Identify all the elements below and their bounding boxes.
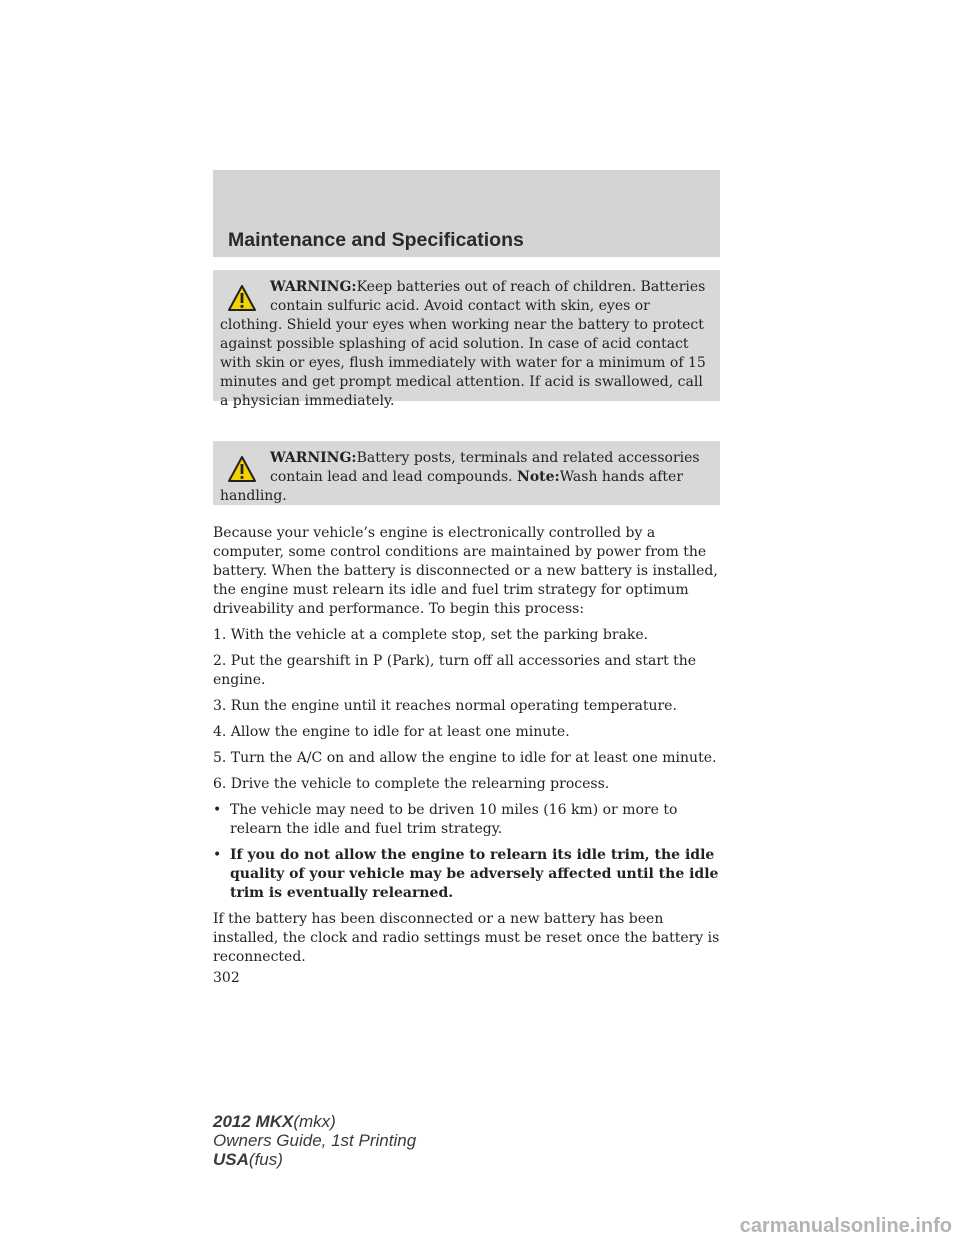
- step-item: 3. Run the engine until it reaches normal operating temperature.: [213, 698, 677, 714]
- footer-line: Owners Guide, 1st Printing: [213, 1131, 417, 1150]
- bullet-item: [213, 846, 723, 903]
- closing-paragraph: If the battery has been disconnected or a new battery has been installed, the clock and radio settings must be reset once the battery is reconnected.: [213, 911, 720, 965]
- footer-model-code: (mkx): [293, 1112, 336, 1131]
- footer-model: 2012 MKX: [213, 1112, 294, 1131]
- footer-market-code: (fus): [248, 1150, 283, 1169]
- bullet-text: If you do not allow the engine to relearn its idle trim, the idle quality of your vehicle may be adversely affected until the idle trim is eventually relearned.: [230, 847, 719, 901]
- footer-line: [213, 1112, 416, 1131]
- print-footer: [213, 1112, 416, 1169]
- step-item: 1. With the vehicle at a complete stop, set the parking brake.: [213, 627, 649, 643]
- bullet-text: The vehicle may need to be driven 10 miles (16 km) or more to relearn the idle and fuel trim strategy.: [230, 802, 678, 837]
- bullet-glyph: •: [213, 802, 222, 818]
- warning-text: Keep batteries out of reach of children. Batteries contain sulfuric acid. Avoid contact with skin, eyes or clothing. Shield your eyes when working near the battery to protect against possible splashing of acid solution. In case of acid contact with skin or eyes, flush immediately with water for a minimum of 15 minutes and get prompt medical attention. If acid is swallowed, call a physician immediately.: [220, 279, 706, 409]
- note-text: Wash hands after handling.: [220, 469, 684, 504]
- page-number: 302: [213, 970, 240, 986]
- footer-line: [213, 1150, 416, 1169]
- footer-market: USA: [213, 1150, 249, 1169]
- warning-triangle-icon: [228, 455, 256, 483]
- step-item: 5. Turn the A/C on and allow the engine to idle for at least one minute.: [213, 750, 717, 766]
- warning-box-lead: [213, 441, 720, 505]
- warning-label: WARNING:: [270, 279, 357, 295]
- bullet-item: [213, 801, 723, 839]
- warning-triangle-icon: [228, 284, 256, 312]
- note-label: Note:: [517, 469, 560, 485]
- body-text: [213, 524, 723, 974]
- step-item: 4. Allow the engine to idle for at least one minute.: [213, 724, 570, 740]
- step-item: 6. Drive the vehicle to complete the relearning process.: [213, 776, 610, 792]
- section-title: Maintenance and Specifications: [228, 229, 524, 251]
- warning-label: WARNING:: [270, 450, 357, 466]
- warning-text: Battery posts, terminals and related accessories contain lead and lead compounds.: [270, 450, 700, 485]
- bullet-glyph: •: [213, 847, 222, 863]
- intro-paragraph: Because your vehicle’s engine is electronically controlled by a computer, some control conditions are maintained by power from the battery. When the battery is disconnected or a new battery is installed, the engine must relearn its idle and fuel trim strategy for optimum driveability and performance. To begin this process:: [213, 525, 718, 617]
- step-item: 2. Put the gearshift in P (Park), turn off all accessories and start the engine.: [213, 653, 697, 688]
- watermark: carmanualsonline.info: [739, 1215, 952, 1237]
- warning-box-battery-acid: [213, 270, 720, 409]
